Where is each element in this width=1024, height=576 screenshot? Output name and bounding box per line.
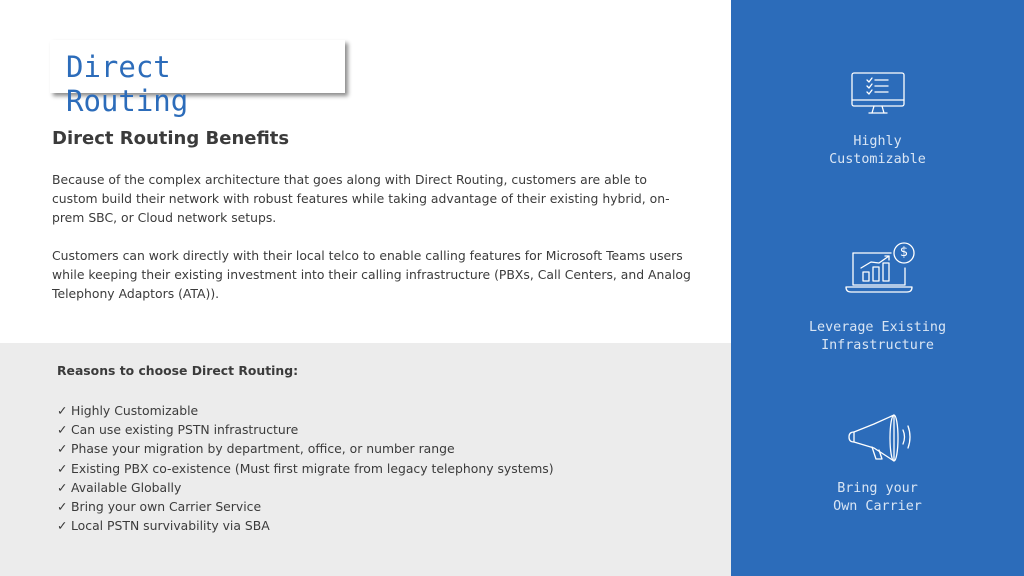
list-item-text: Bring your own Carrier Service xyxy=(71,498,262,514)
list-item-text: Phase your migration by department, office, or number range xyxy=(71,441,455,457)
list-item-text: Available Globally xyxy=(71,479,182,495)
reasons-list xyxy=(57,401,554,535)
list-item xyxy=(57,439,554,458)
list-item xyxy=(57,516,554,535)
check-icon: ✓ xyxy=(57,441,68,457)
check-icon: ✓ xyxy=(57,422,68,438)
list-item-text: Highly Customizable xyxy=(71,403,199,418)
list-item xyxy=(57,459,554,478)
checklist-monitor-icon xyxy=(848,70,908,116)
paragraph-telco: Customers can work directly with their local telco to enable calling features for Microsoft Teams users while keeping their existing investment into their calling infrastructure (PBXs, Call Centers, and Analog Telephony Adaptors (ATA)). xyxy=(52,248,691,302)
dollar-badge: $ xyxy=(899,245,909,260)
list-item xyxy=(57,420,554,439)
check-icon: ✓ xyxy=(57,403,68,418)
list-item-text: Existing PBX co-existence (Must first migrate from legacy telephony systems) xyxy=(71,460,554,476)
list-item xyxy=(57,401,554,420)
list-item xyxy=(57,497,554,516)
reasons-title: Reasons to choose Direct Routing: xyxy=(57,363,299,378)
page-title: Direct Routing xyxy=(66,50,189,118)
check-icon: ✓ xyxy=(57,498,68,514)
check-icon: ✓ xyxy=(57,460,68,476)
feature-label-carrier: Bring your Own Carrier xyxy=(833,481,922,514)
list-item-text: Can use existing PSTN infrastructure xyxy=(71,422,299,438)
check-icon: ✓ xyxy=(57,518,68,534)
feature-label-infrastructure: Leverage Existing Infrastructure xyxy=(808,320,947,353)
paragraph-architecture: Because of the complex architecture that goes along with Direct Routing, customers are able to custom build their network with robust features while taking advantage of their existing hybrid, on-prem SBC, or Cloud network setups. xyxy=(52,172,670,226)
list-item xyxy=(57,478,554,497)
megaphone-icon xyxy=(846,410,914,466)
section-heading: Direct Routing Benefits xyxy=(52,128,290,149)
list-item-text: Local PSTN survivability via SBA xyxy=(71,518,270,534)
feature-label-customizable: Highly Customizable xyxy=(829,134,926,167)
check-icon: ✓ xyxy=(57,479,68,495)
